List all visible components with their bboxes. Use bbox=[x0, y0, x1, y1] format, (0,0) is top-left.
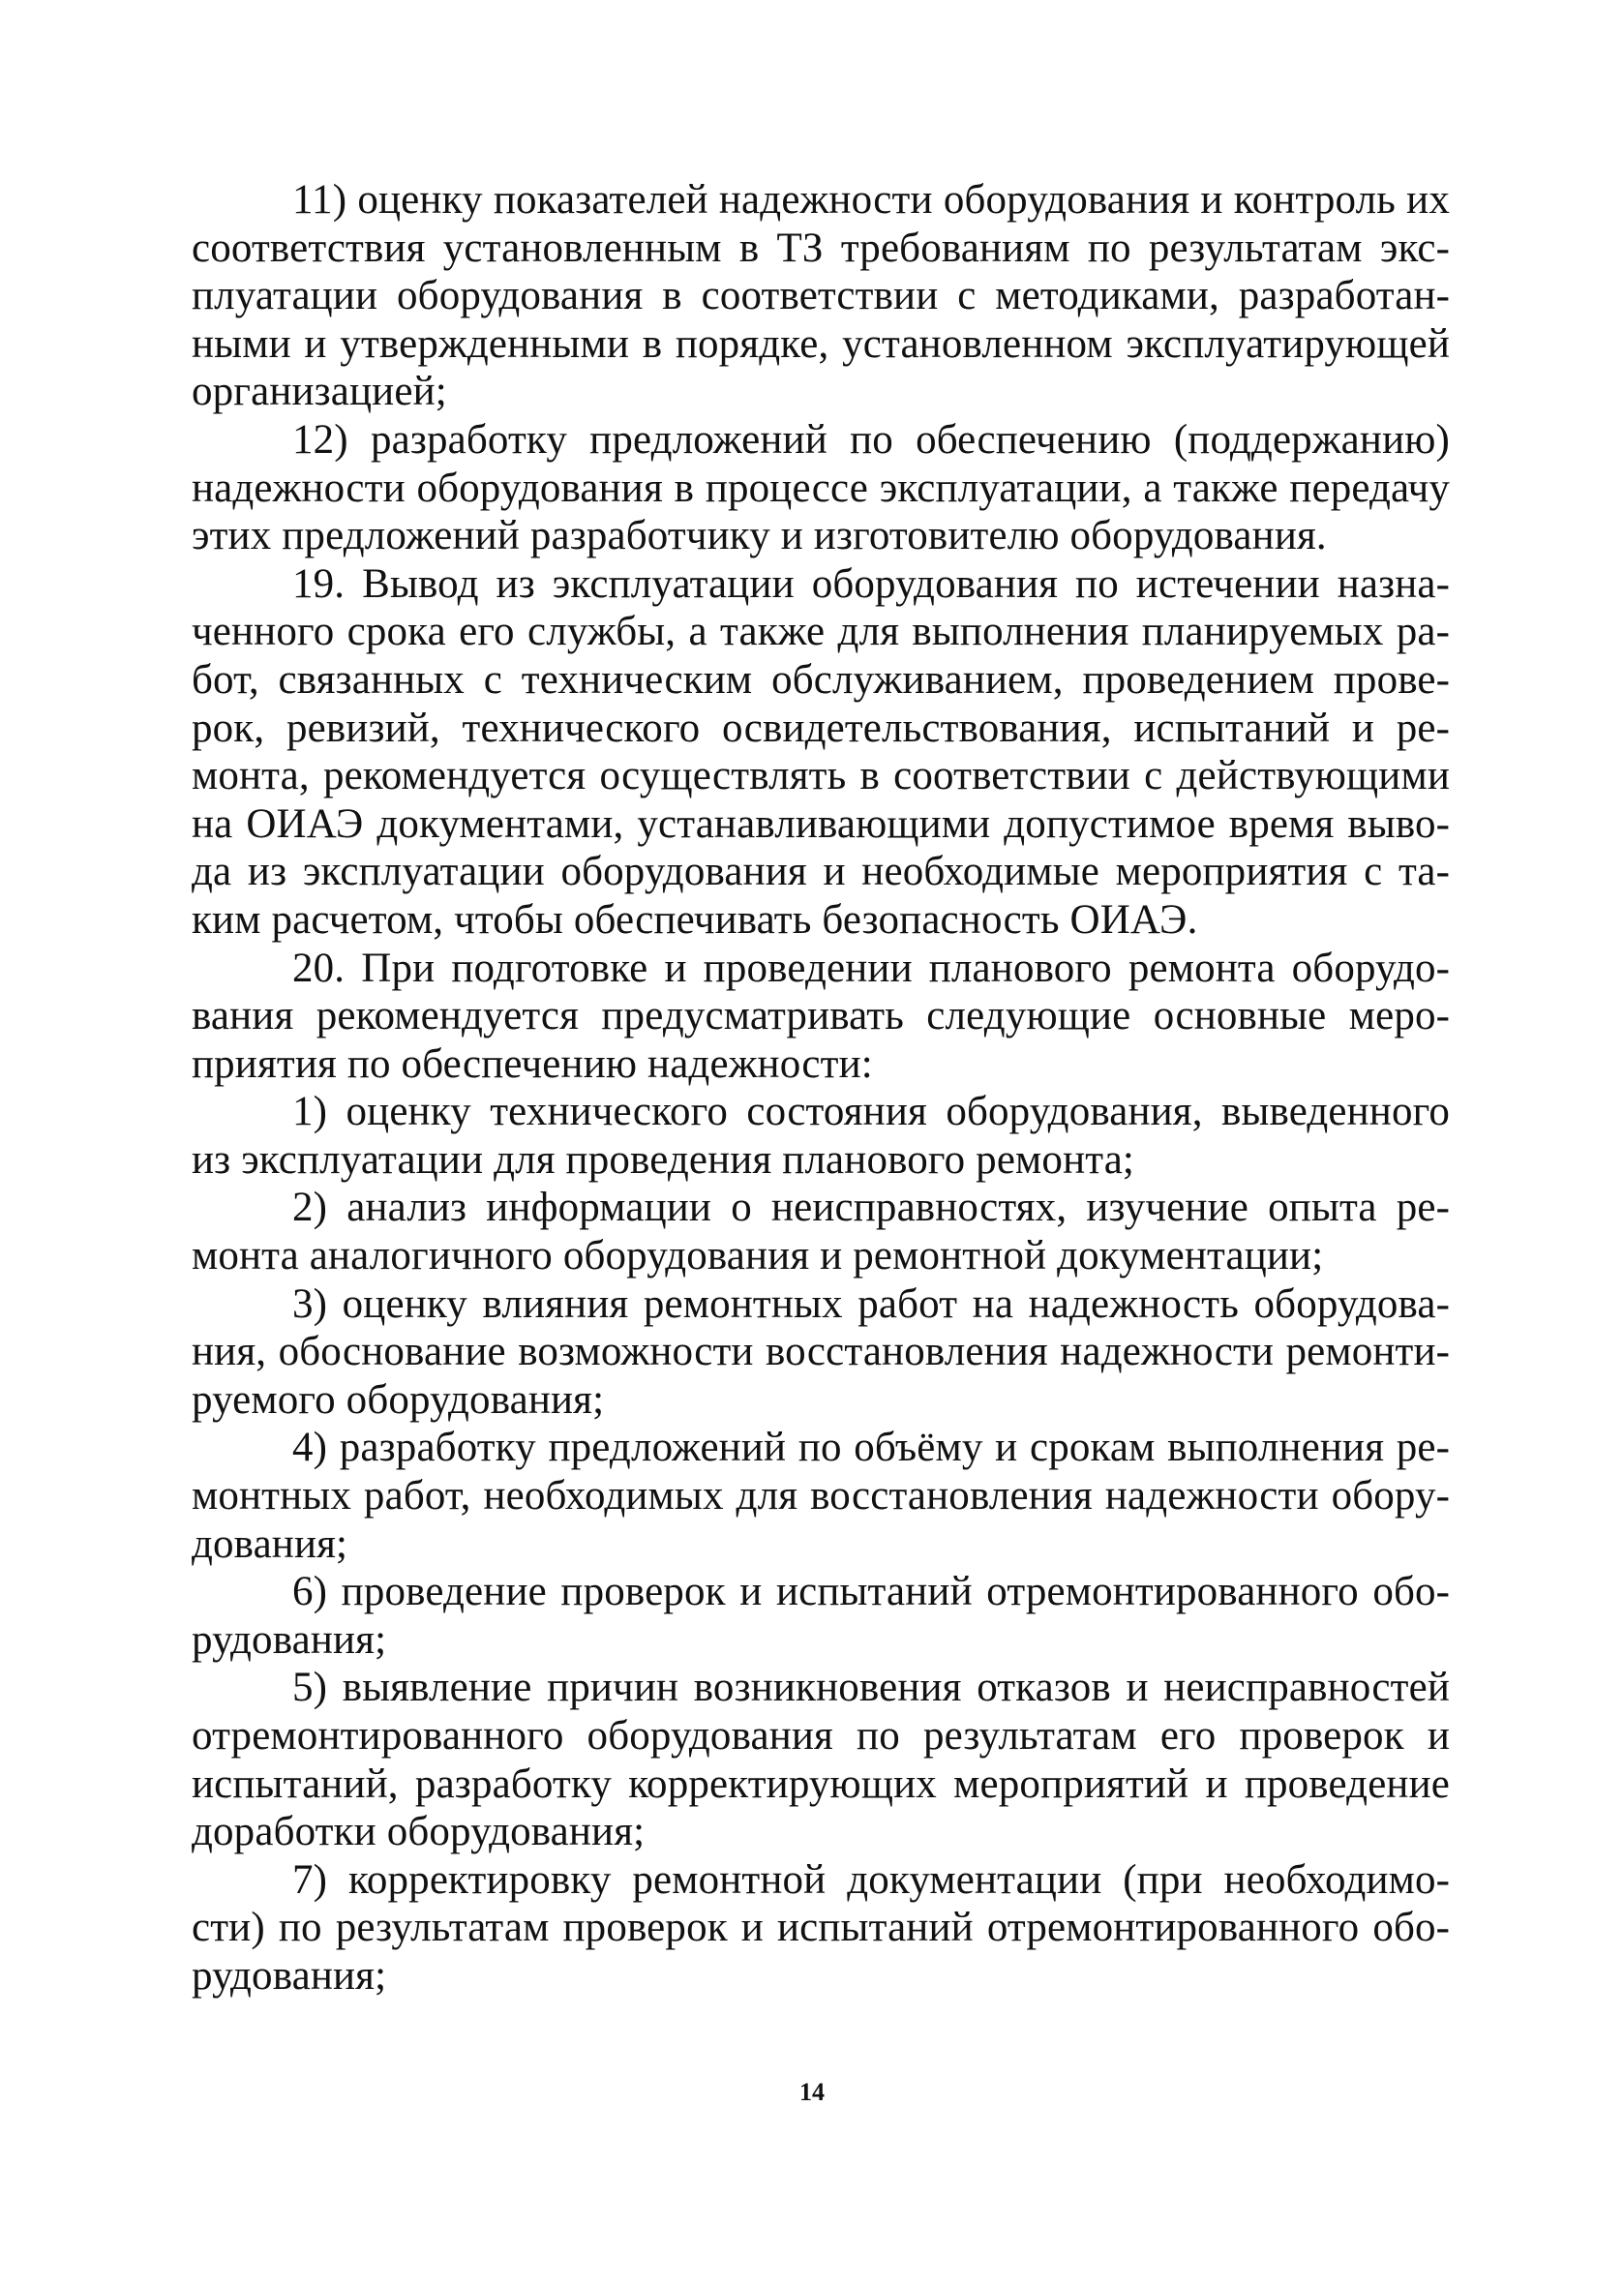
paragraph-item-6: 6) проведение проверок и испытаний отремонтированного оборудования; bbox=[192, 1569, 1450, 1663]
paragraph-item-2: 2) анализ информации о неисправностях, изучение опыта ремонта аналогичного оборудования и ремонтной документации; bbox=[192, 1185, 1450, 1279]
paragraph-item-3: 3) оценку влияния ремонтных работ на надежность оборудования, обоснование возможности восстановления надежности ремонтируемого оборудования; bbox=[192, 1280, 1450, 1423]
paragraph-item-5: 5) выявление причин возникновения отказов и неисправностей отремонтированного оборудования по результатам его проверок и испытаний, разработку корректирующих мероприятий и проведение доработки оборудования; bbox=[192, 1665, 1450, 1855]
page-number: 14 bbox=[799, 2078, 825, 2106]
paragraph-item-1: 1) оценку технического состояния оборудования, выведенного из эксплуатации для проведения планового ремонта; bbox=[192, 1089, 1450, 1183]
paragraph-item-11: 11) оценку показателей надежности оборудования и контроль их соответствия установленным в ТЗ требованиям по результатам эксплуатации оборудования в соответствии с методиками, разработанными и утвержденными в порядке, установленном эксплуатирующей организацией; bbox=[192, 177, 1450, 415]
paragraph-section-19: 19. Вывод из эксплуатации оборудования по истечении назначенного срока его службы, а также для выполнения планируемых работ, связанных с техническим обслуживанием, проведением проверок, ревизий, технического освидетельствования, испытаний и ремонта, рекомендуется осуществлять в соответствии с действующими на ОИАЭ документами, устанавливающими допустимое время вывода из эксплуатации оборудования и необходимые мероприятия с таким расчетом, чтобы обеспечивать безопасность ОИАЭ. bbox=[192, 560, 1450, 943]
paragraph-section-20: 20. При подготовке и проведении планового ремонта оборудования рекомендуется предусматривать следующие основные мероприятия по обеспечению надежности: bbox=[192, 945, 1450, 1087]
paragraph-item-4: 4) разработку предложений по объёму и срокам выполнения ремонтных работ, необходимых для восстановления надежности оборудования; bbox=[192, 1425, 1450, 1567]
paragraph-item-7: 7) корректировку ремонтной документации (при необходимости) по результатам проверок и испытаний отремонтированного оборудования; bbox=[192, 1856, 1450, 1999]
paragraph-item-12: 12) разработку предложений по обеспечению (поддержанию) надежности оборудования в процессе эксплуатации, а также передачу этих предложений разработчику и изготовителю оборудования. bbox=[192, 416, 1450, 559]
document-body bbox=[192, 176, 1450, 2001]
